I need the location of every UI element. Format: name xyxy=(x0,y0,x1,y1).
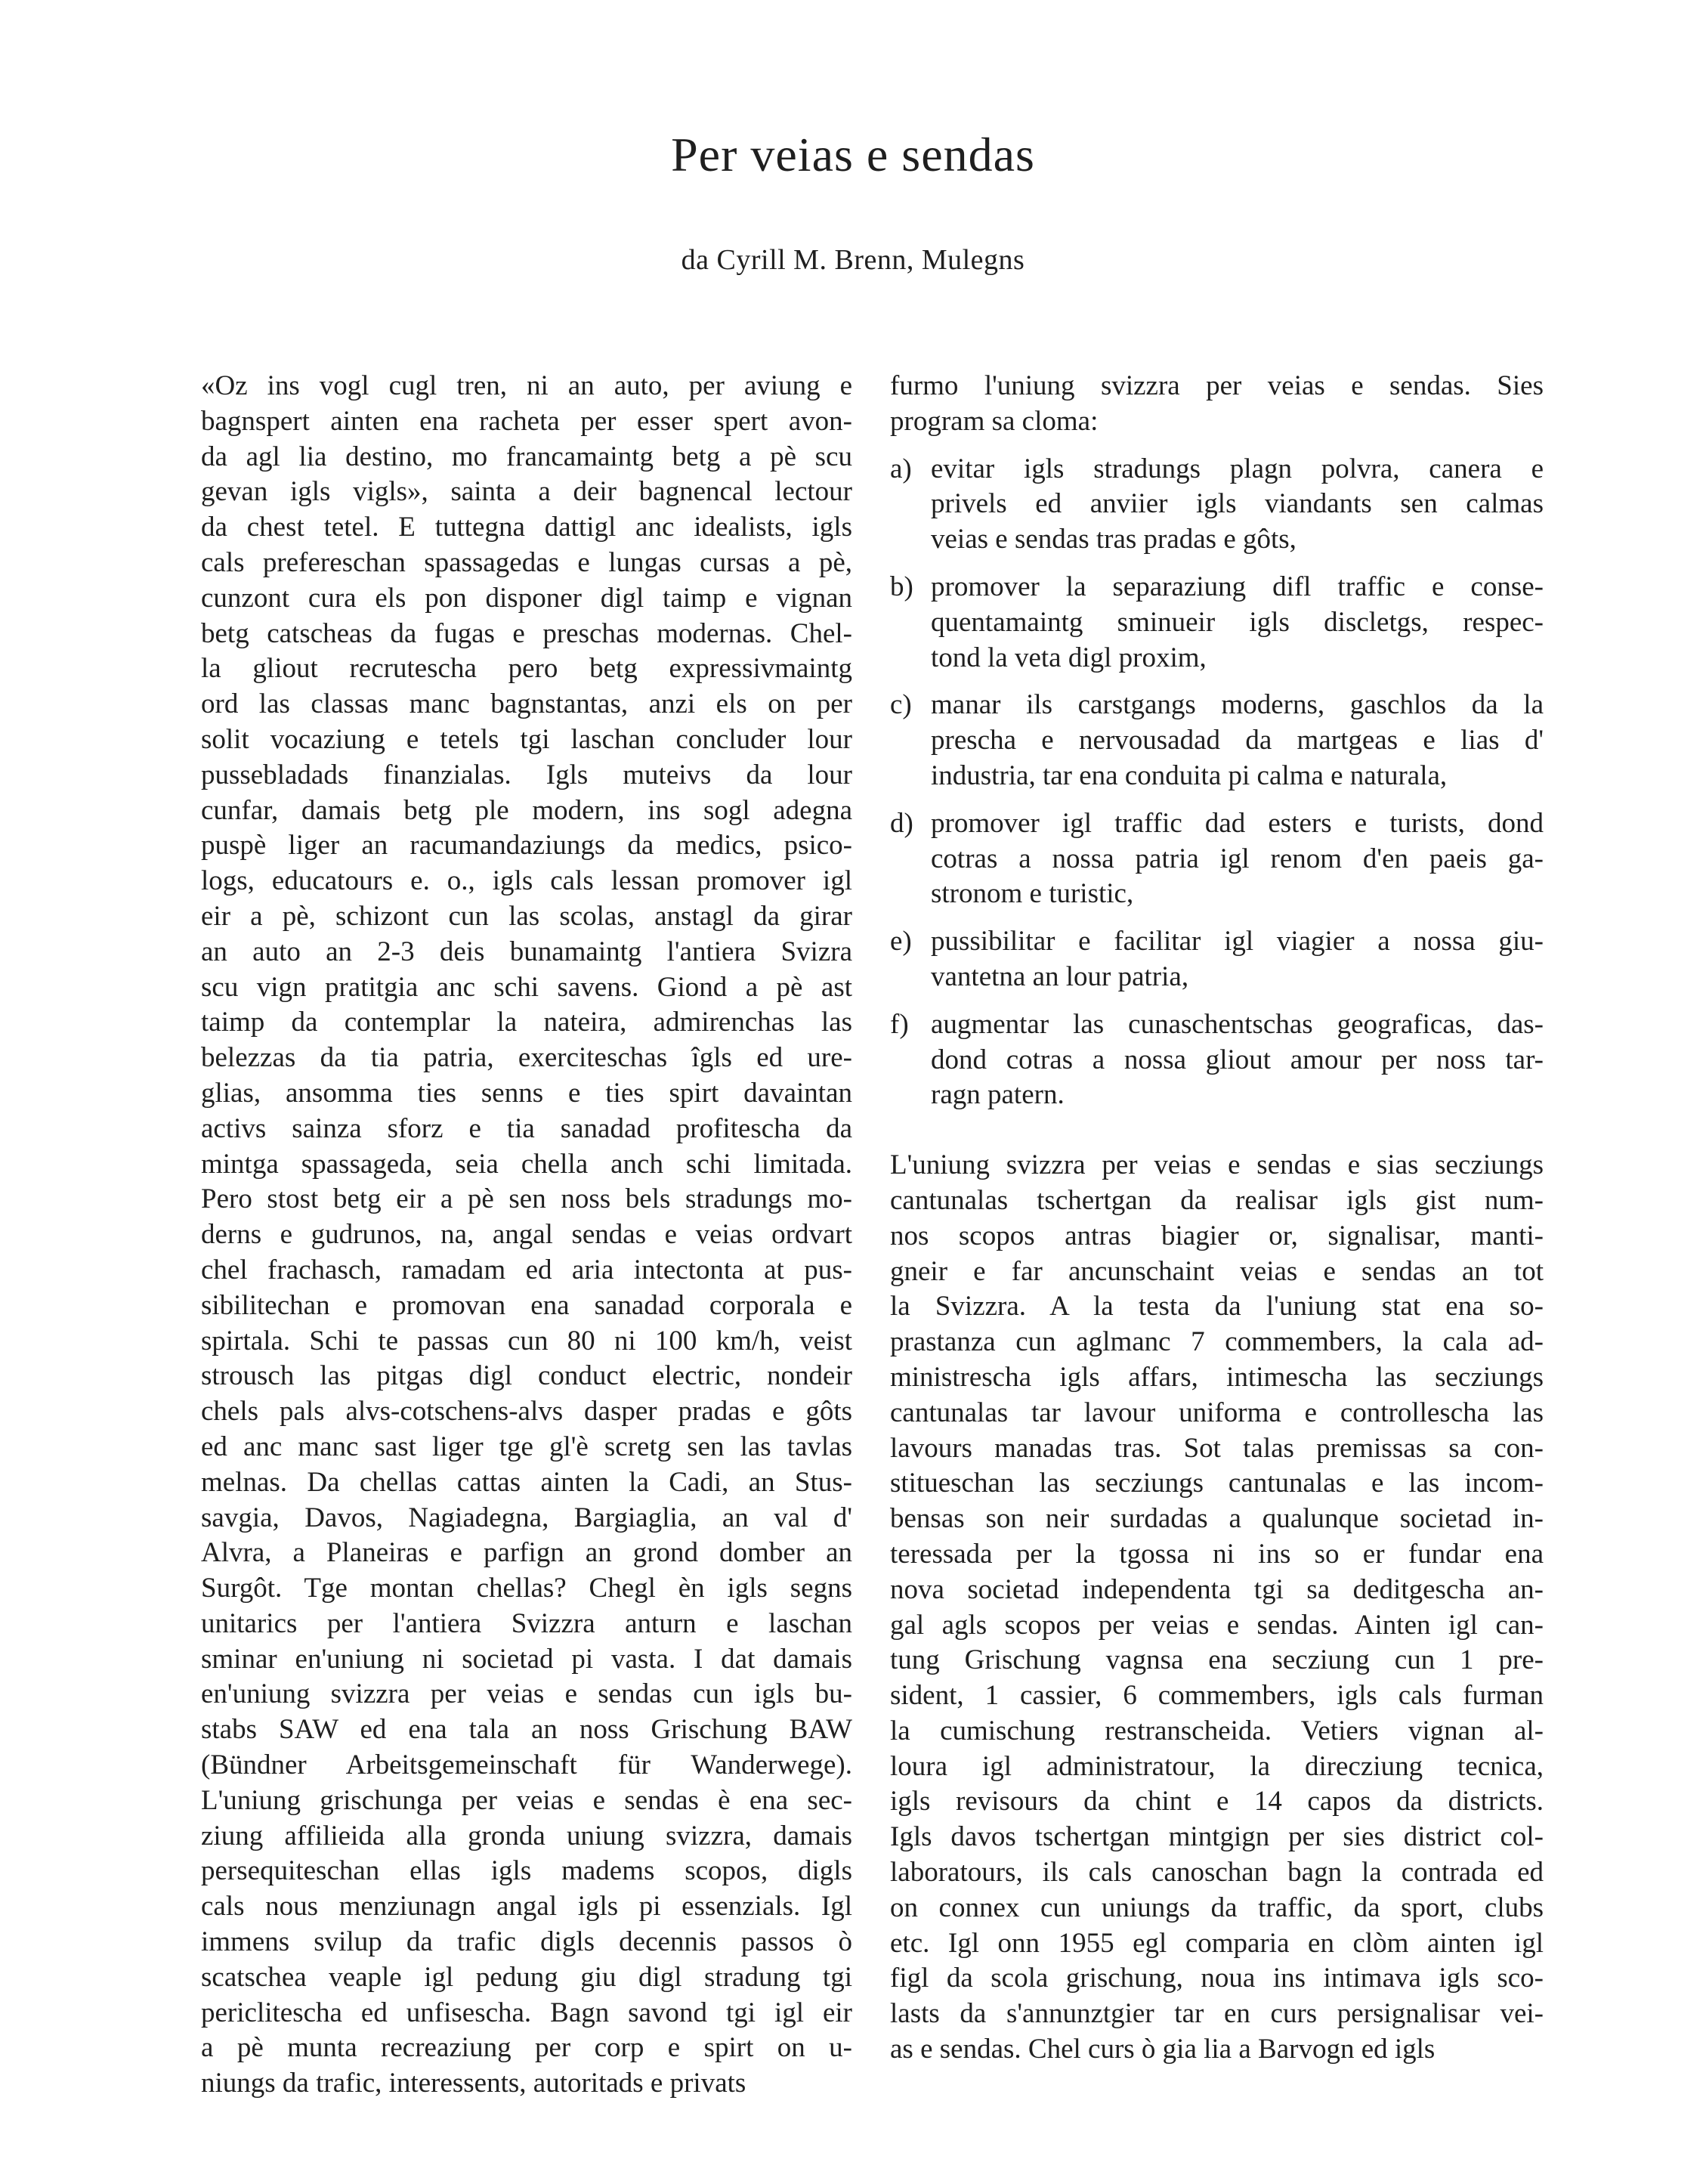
text-line: ragn patern. xyxy=(931,1079,1065,1111)
text-line: ord las classas manc bagnstantas, anzi els on per xyxy=(201,688,852,720)
text-line: etc. Igl onn 1955 egl comparia en clòm ainten igl xyxy=(890,1927,1544,1959)
text-line: strousch las pitgas digl conduct electric, nondeir xyxy=(201,1360,852,1392)
text-line: scu vign pratitgia anc schi savens. Giond a pè ast xyxy=(201,971,852,1003)
text-line: tung Grischung vagnsa ena secziung cun 1 pre- xyxy=(890,1644,1544,1676)
text-line: melnas. Da chellas cattas ainten la Cadi, an Stus- xyxy=(201,1466,852,1498)
text-line: prescha e nervousadad da martgeas e lias d' xyxy=(931,725,1544,756)
text-line: loura igl administratour, la direcziung tecnica, xyxy=(890,1750,1544,1782)
text-line: ministrescha igls affars, intimescha las secziungs xyxy=(890,1361,1544,1393)
program-item xyxy=(890,1007,1544,1113)
text-line: «Oz ins vogl cugl tren, ni an auto, per aviung e xyxy=(201,370,852,401)
text-line: chels pals alvs-cotschens-alvs dasper pradas e gôts xyxy=(201,1396,852,1428)
text-line: lasts da s'annunztgier tar en curs persignalisar vei- xyxy=(890,1998,1544,2030)
program-list xyxy=(890,452,1544,1114)
text-line: manar ils carstgangs moderns, gaschlos da la xyxy=(931,689,1544,721)
text-line: solit vocaziung e tetels tgi laschan concluder lour xyxy=(201,723,852,755)
text-line: figl da scola grischung, noua ins intimava igls sco- xyxy=(890,1963,1544,1994)
list-marker: b) xyxy=(890,571,913,602)
program-item xyxy=(890,806,1544,912)
list-marker: e) xyxy=(890,926,912,957)
text-line: gevan igls vigls», sainta a deir bagnencal lectour xyxy=(201,476,852,508)
text-line: promover igl traffic dad esters e turists, dond xyxy=(931,807,1544,839)
text-line: derns e gudrunos, na, angal sendas e veias ordvart xyxy=(201,1219,852,1251)
text-line: L'uniung grischunga per veias e sendas è ena sec- xyxy=(201,1784,852,1816)
text-line: on connex cun uniungs da traffic, da sport, clubs xyxy=(890,1892,1544,1923)
text-line: mintga spassageda, seia chella anch schi limitada. xyxy=(201,1148,852,1180)
article-title: Per veias e sendas xyxy=(671,128,1035,181)
text-line: lavours manadas tras. Sot talas premissas sa con- xyxy=(890,1432,1544,1464)
program-item xyxy=(890,688,1544,793)
text-line: cals nous menziunagn angal igls pi essenzials. Igl xyxy=(201,1891,852,1923)
text-line: cunzont cura els pon disponer digl taimp e vignan xyxy=(201,582,852,614)
text-line: ziung affilieida alla gronda uniung svizzra, damais xyxy=(201,1820,852,1851)
text-line: immens svilup da trafic digls decennis passos ò xyxy=(201,1926,852,1958)
text-line: sminar en'uniung ni societad pi vasta. I dat damais xyxy=(201,1643,852,1675)
text-line: en'uniung svizzra per veias e sendas cun igls bu- xyxy=(201,1678,852,1710)
text-line: taimp da contemplar la nateira, admirenchas las xyxy=(201,1007,852,1038)
text-line: L'uniung svizzra per veias e sendas e sias secziungs xyxy=(890,1149,1544,1181)
text-line: stabs SAW ed ena tala an noss Grischung BAW xyxy=(201,1714,852,1746)
text-line: da agl lia destino, mo francamaintg betg a pè scu xyxy=(201,441,852,472)
text-line: industria, tar ena conduita pi calma e naturala, xyxy=(931,759,1448,791)
text-line: augmentar las cunaschentschas geograficas, das- xyxy=(931,1008,1544,1040)
text-line: cantunalas tschertgan da realisar igls gist num- xyxy=(890,1184,1544,1216)
text-line: a pè munta recreaziung per corp e spirt on u- xyxy=(201,2032,852,2064)
text-line: stronom e turistic, xyxy=(931,878,1134,910)
text-line: stitueschan las secziungs cantunalas e las incom- xyxy=(890,1468,1544,1499)
text-line: cantunalas tar lavour uniforma e controllescha las xyxy=(890,1397,1544,1428)
text-line: teressada per la tgossa ni ins so er fundar ena xyxy=(890,1538,1544,1570)
text-line: laboratours, ils cals canoschan bagn la contrada ed xyxy=(890,1857,1544,1889)
text-line: da chest tetel. E tuttegna dattigl anc idealists, igls xyxy=(201,512,852,543)
text-line: sibilitechan e promovan ena sanadad corporala e xyxy=(201,1289,852,1321)
text-line: cotras a nossa patria igl renom d'en paeis ga- xyxy=(931,843,1544,874)
text-line: furmo l'uniung svizzra per veias e sendas. Sies xyxy=(890,370,1544,401)
right-column xyxy=(890,369,1544,2068)
text-line: la gliout recrutescha pero betg expressivmaintg xyxy=(201,653,852,685)
text-line: (Bündner Arbeitsgemeinschaft für Wanderwege). xyxy=(201,1749,852,1781)
text-line: bagnspert ainten ena racheta per esser spert avon- xyxy=(201,405,852,437)
text-line: eir a pè, schizont cun las scolas, anstagl da girar xyxy=(201,900,852,932)
program-item xyxy=(890,570,1544,676)
text-line: persequiteschan ellas igls madems scopos, digls xyxy=(201,1855,852,1887)
text-line: pussibilitar e facilitar igl viagier a nossa giu- xyxy=(931,926,1544,957)
text-line: vantetna an lour patria, xyxy=(931,961,1189,992)
text-line: evitar igls stradungs plagn polvra, canera e xyxy=(931,453,1544,484)
program-item xyxy=(890,452,1544,558)
text-line: nova societad independenta tgi sa deditgescha an- xyxy=(890,1573,1544,1605)
text-line: quentamaintg sminueir igls discletgs, respec- xyxy=(931,606,1544,638)
text-line: Igls davos tschertgan mintgign per sies district col- xyxy=(890,1821,1544,1853)
text-line: as e sendas. Chel curs ò gia lia a Barvogn ed igls xyxy=(890,2034,1436,2065)
text-line: veias e sendas tras pradas e gôts, xyxy=(931,524,1296,555)
list-marker: a) xyxy=(890,453,912,484)
list-marker: d) xyxy=(890,807,913,839)
text-line: unitarics per l'antiera Svizzra anturn e laschan xyxy=(201,1607,852,1639)
text-line: gal agls scopos per veias e sendas. Ainten igl can- xyxy=(890,1609,1544,1641)
text-line: Pero stost betg eir a pè sen noss bels stradungs mo- xyxy=(201,1183,852,1215)
text-line: periclitescha ed unfisescha. Bagn savond tgi igl eir xyxy=(201,1997,852,2028)
program-item xyxy=(890,924,1544,995)
text-line: promover la separaziung difl traffic e conse- xyxy=(931,571,1544,602)
text-line: la Svizzra. A la testa da l'uniung stat ena so- xyxy=(890,1291,1544,1322)
text-line: privels ed anviier igls viandants sen calmas xyxy=(931,488,1544,520)
text-line: cals prefereschan spassagedas e lungas cursas a pè, xyxy=(201,546,852,578)
author-byline: da Cyrill M. Brenn, Mulegns xyxy=(681,244,1025,276)
program-intro xyxy=(890,369,1544,440)
text-line: savgia, Davos, Nagiadegna, Bargiaglia, an val d' xyxy=(201,1502,852,1533)
text-line: activs sainza sforz e tia sanadad profitescha da xyxy=(201,1112,852,1144)
list-marker: c) xyxy=(890,689,912,721)
text-line: program sa cloma: xyxy=(890,405,1099,437)
text-line: belezzas da tia patria, exerciteschas îgls ed ure- xyxy=(201,1042,852,1074)
text-line: scatschea veaple igl pedung giu digl stradung tgi xyxy=(201,1961,852,1993)
text-line: chel frachasch, ramadam ed aria intectonta at pus- xyxy=(201,1254,852,1285)
text-line: tond la veta digl proxim, xyxy=(931,642,1207,673)
text-line: spirtala. Schi te passas cun 80 ni 100 km/h, veist xyxy=(201,1325,852,1356)
text-line: dond cotras a nossa gliout amour per noss tar- xyxy=(931,1044,1544,1075)
text-line: prastanza cun aglmanc 7 commembers, la cala ad- xyxy=(890,1326,1544,1358)
text-line: ed anc manc sast liger tge gl'è scretg sen las tavlas xyxy=(201,1431,852,1462)
right-body-paragraph xyxy=(890,1148,1544,2068)
text-line: igls revisours da chint e 14 capos da districts. xyxy=(890,1786,1544,1817)
text-line: niungs da trafic, interessents, autoritads e privats xyxy=(201,2068,746,2099)
text-line: Surgôt. Tge montan chellas? Chegl èn igls segns xyxy=(201,1573,852,1604)
text-line: la cumischung restranscheida. Vetiers vignan al- xyxy=(890,1715,1544,1746)
text-line: Alvra, a Planeiras e parfign an grond domber an xyxy=(201,1537,852,1569)
text-line: pussebladads finanzialas. Igls muteivs da lour xyxy=(201,759,852,790)
text-line: sident, 1 cassier, 6 commembers, igls cals furman xyxy=(890,1680,1544,1712)
text-line: an auto an 2-3 deis bunamaintg l'antiera Svizra xyxy=(201,936,852,967)
left-column xyxy=(201,369,852,2102)
text-line: gneir e far ancunschaint veias e sendas an tot xyxy=(890,1255,1544,1287)
text-line: betg catscheas da fugas e preschas modernas. Chel- xyxy=(201,617,852,649)
text-line: glias, ansomma ties senns e ties spirt davaintan xyxy=(201,1077,852,1109)
text-line: logs, educatours e. o., igls cals lessan promover igl xyxy=(201,865,852,897)
text-line: cunfar, damais betg ple modern, ins sogl adegna xyxy=(201,794,852,826)
text-line: bensas son neir surdadas a qualunque societad in- xyxy=(890,1503,1544,1535)
list-marker: f) xyxy=(890,1008,909,1040)
text-line: nos scopos antras biagier or, signalisar, manti- xyxy=(890,1220,1544,1251)
text-line: puspè liger an racumandaziungs da medics, psico- xyxy=(201,830,852,862)
